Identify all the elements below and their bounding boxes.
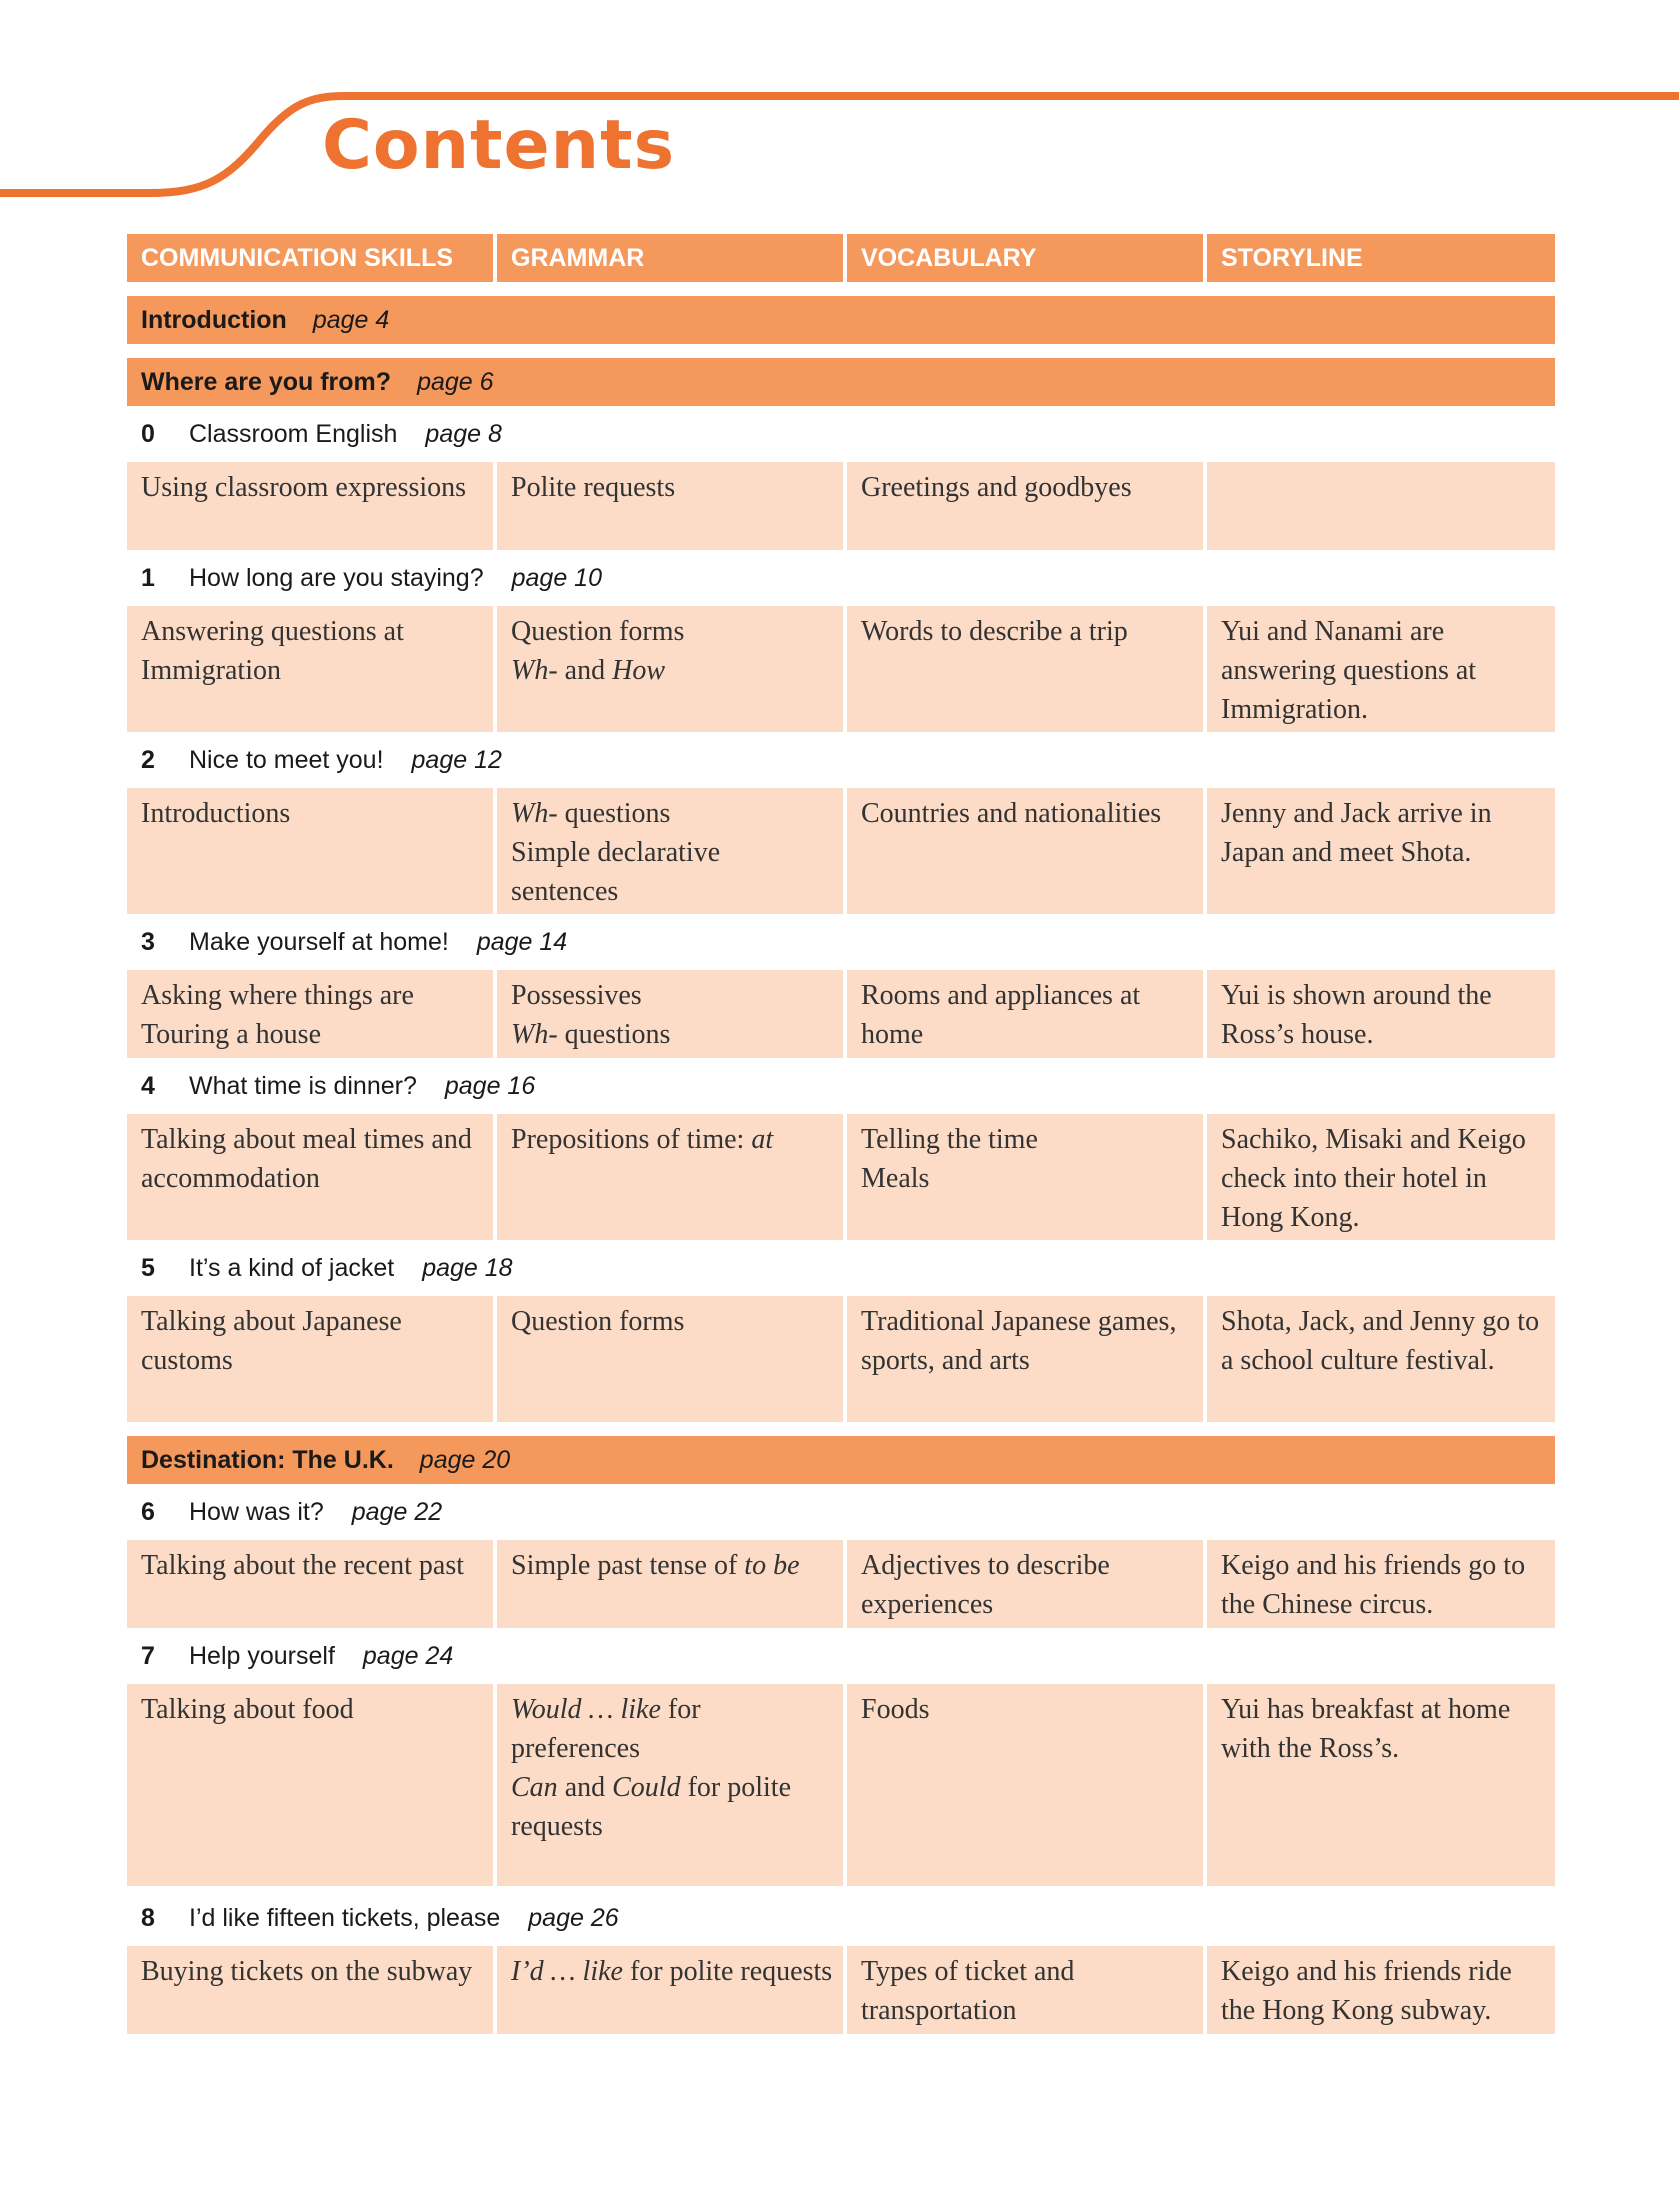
unit-2-vocabulary: Countries and nationalities (847, 788, 1203, 914)
unit-5-storyline: Shota, Jack, and Jenny go to a school culture festival. (1207, 1296, 1555, 1422)
unit-1-storyline: Yui and Nanami are answering questions at Immigration. (1207, 606, 1555, 732)
unit-3-vocabulary: Rooms and appliances at home (847, 970, 1203, 1058)
header-grammar: GRAMMAR (497, 234, 843, 282)
unit-page: page 16 (444, 1072, 536, 1100)
unit-0-vocabulary: Greetings and goodbyes (847, 462, 1203, 550)
unit-title: Nice to meet you! (189, 746, 384, 774)
unit-3-storyline: Yui is shown around the Ross’s house. (1207, 970, 1555, 1058)
unit-3-grammar: Possessives Wh- questions (497, 970, 843, 1058)
section-label: Introduction (141, 306, 287, 334)
unit-5-skills: Talking about Japanese customs (127, 1296, 493, 1422)
unit-6-vocabulary: Adjectives to describe experiences (847, 1540, 1203, 1628)
unit-4-title[interactable] (127, 1058, 1555, 1114)
unit-title: What time is dinner? (189, 1072, 417, 1100)
unit-number: 8 (141, 1904, 155, 1932)
unit-page: page 18 (422, 1254, 513, 1282)
unit-title: Help yourself (189, 1642, 335, 1670)
unit-7-grammar: Would … like for preferences Can and Could for polite requests (497, 1684, 843, 1886)
section-label: Destination: The U.K. (141, 1446, 394, 1474)
unit-0-storyline (1207, 462, 1555, 550)
unit-7-skills: Talking about food (127, 1684, 493, 1886)
unit-number: 3 (141, 928, 155, 956)
section-page: page 6 (417, 368, 494, 396)
unit-2-storyline: Jenny and Jack arrive in Japan and meet Shota. (1207, 788, 1555, 914)
unit-1-vocabulary: Words to describe a trip (847, 606, 1203, 732)
unit-5-title[interactable] (127, 1240, 1555, 1296)
unit-title: How was it? (189, 1498, 324, 1526)
unit-3-title[interactable] (127, 914, 1555, 970)
unit-number: 2 (141, 746, 155, 774)
unit-6-storyline: Keigo and his friends go to the Chinese circus. (1207, 1540, 1555, 1628)
unit-title: How long are you staying? (189, 564, 484, 592)
unit-number: 1 (141, 564, 155, 592)
unit-5-vocabulary: Traditional Japanese games, sports, and arts (847, 1296, 1203, 1422)
header-communication-skills: COMMUNICATION SKILLS (127, 234, 493, 282)
unit-8-grammar: I’d … like for polite requests (497, 1946, 843, 2034)
unit-0-title[interactable] (127, 406, 1555, 462)
unit-7-storyline: Yui has breakfast at home with the Ross’s. (1207, 1684, 1555, 1886)
unit-4-skills: Talking about meal times and accommodation (127, 1114, 493, 1240)
header-gap (127, 282, 1555, 296)
unit-8-title[interactable] (127, 1890, 1555, 1946)
unit-1-skills: Answering questions at Immigration (127, 606, 493, 732)
unit-5-grammar: Question forms (497, 1296, 843, 1422)
unit-7-title[interactable] (127, 1628, 1555, 1684)
unit-6-title[interactable] (127, 1484, 1555, 1540)
unit-title: It’s a kind of jacket (189, 1254, 395, 1282)
unit-2-title[interactable] (127, 732, 1555, 788)
unit-0-grammar: Polite requests (497, 462, 843, 550)
unit-8-storyline: Keigo and his friends ride the Hong Kong subway. (1207, 1946, 1555, 2034)
unit-number: 0 (141, 420, 155, 448)
unit-4-vocabulary: Telling the time Meals (847, 1114, 1203, 1240)
section-page: page 20 (419, 1446, 511, 1474)
unit-page: page 24 (362, 1642, 454, 1670)
unit-number: 4 (141, 1072, 155, 1100)
unit-3-skills: Asking where things are Touring a house (127, 970, 493, 1058)
unit-2-grammar: Wh- questions Simple declarative sentences (497, 788, 843, 914)
header-vocabulary: VOCABULARY (847, 234, 1203, 282)
unit-page: page 10 (511, 564, 602, 592)
section-introduction[interactable] (127, 296, 1555, 344)
section-where-are-you-from[interactable] (127, 358, 1555, 406)
unit-2-skills: Introductions (127, 788, 493, 914)
unit-1-grammar: Question forms Wh- and How (497, 606, 843, 732)
unit-8-vocabulary: Types of ticket and transportation (847, 1946, 1203, 2034)
unit-1-title[interactable] (127, 550, 1555, 606)
unit-0-skills: Using classroom expressions (127, 462, 493, 550)
header-storyline: STORYLINE (1207, 234, 1555, 282)
unit-page: page 22 (351, 1498, 443, 1526)
section-destination-uk[interactable] (127, 1436, 1555, 1484)
unit-page: page 8 (425, 420, 502, 448)
unit-page: page 14 (476, 928, 568, 956)
unit-title: I’d like fifteen tickets, please (189, 1904, 501, 1932)
section-label: Where are you from? (141, 368, 392, 396)
unit-number: 6 (141, 1498, 155, 1526)
unit-7-vocabulary: Foods (847, 1684, 1203, 1886)
contents-table (127, 234, 1555, 2034)
unit-6-skills: Talking about the recent past (127, 1540, 493, 1628)
unit-page: page 12 (411, 746, 502, 774)
section-page: page 4 (312, 306, 390, 334)
unit-title: Make yourself at home! (189, 928, 449, 956)
unit-page: page 26 (528, 1904, 619, 1932)
unit-number: 7 (141, 1642, 155, 1670)
unit-4-storyline: Sachiko, Misaki and Keigo check into their hotel in Hong Kong. (1207, 1114, 1555, 1240)
unit-8-skills: Buying tickets on the subway (127, 1946, 493, 2034)
header-swoosh (0, 0, 1679, 210)
unit-number: 5 (141, 1254, 155, 1282)
unit-title: Classroom English (189, 420, 398, 448)
unit-4-grammar: Prepositions of time: at (497, 1114, 843, 1240)
page-title: Contents (322, 106, 676, 185)
unit-6-grammar: Simple past tense of to be (497, 1540, 843, 1628)
